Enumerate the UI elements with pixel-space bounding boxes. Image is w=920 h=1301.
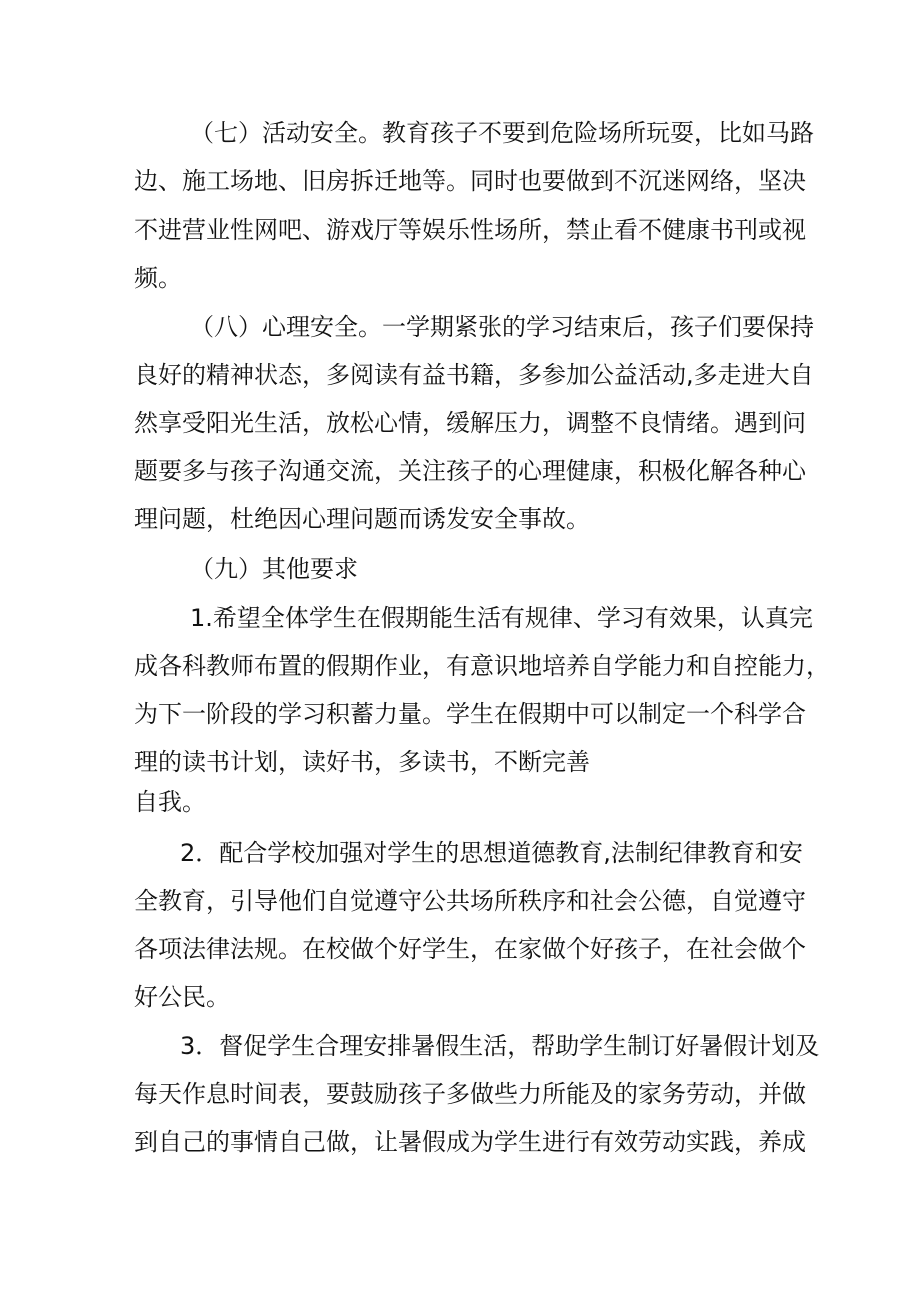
item-2-line-4: 好公民。	[134, 983, 230, 1011]
item-2-line-1: 2．配合学校加强对学生的思想道德教育,法制纪律教育和安	[180, 839, 803, 867]
item-1-line-4: 理的读书计划，读好书，多读书，不断完善	[134, 748, 590, 776]
item-1-line-3: 为下一阶段的学习积蓄力量。学生在假期中可以制定一个科学合	[134, 700, 806, 728]
item-1-line-1: 1.希望全体学生在假期能生活有规律、学习有效果，认真完	[190, 604, 813, 632]
paragraph-8-line-4: 题要多与孩子沟通交流，关注孩子的心理健康，积极化解各种心	[134, 457, 806, 485]
item-1-line-5: 自我。	[134, 788, 206, 816]
item-3-line-1: 3．督促学生合理安排暑假生活，帮助学生制订好暑假计划及	[180, 1032, 820, 1060]
paragraph-8-line-5: 理问题，杜绝因心理问题而诱发安全事故。	[134, 505, 590, 533]
item-2-line-3: 各项法律法规。在校做个好学生，在家做个好孩子，在社会做个	[134, 935, 806, 963]
paragraph-7-line-2: 边、施工场地、旧房拆迁地等。同时也要做到不沉迷网络，坚决	[134, 167, 806, 195]
paragraph-7-line-1: （七）活动安全。教育孩子不要到危险场所玩耍，比如马路	[190, 119, 814, 147]
paragraph-8-line-2: 良好的精神状态，多阅读有益书籍，多参加公益活动,多走进大自	[134, 361, 814, 389]
item-3-line-3: 到自己的事情自己做，让暑假成为学生进行有效劳动实践，养成	[134, 1128, 806, 1156]
section-9-heading: （九）其他要求	[190, 555, 358, 583]
item-2-line-2: 全教育，引导他们自觉遵守公共场所秩序和社会公德，自觉遵守	[134, 887, 806, 915]
paragraph-7-line-4: 频。	[134, 264, 182, 292]
paragraph-8-line-1: （八）心理安全。一学期紧张的学习结束后，孩子们要保持	[190, 313, 814, 341]
item-1-line-2: 成各科教师布置的假期作业，有意识地培养自学能力和自控能力，	[134, 652, 830, 680]
paragraph-8-line-3: 然享受阳光生活，放松心情，缓解压力，调整不良情绪。遇到问	[134, 409, 806, 437]
item-3-line-2: 每天作息时间表，要鼓励孩子多做些力所能及的家务劳动，并做	[134, 1080, 806, 1108]
paragraph-7-line-3: 不进营业性网吧、游戏厅等娱乐性场所，禁止看不健康书刊或视	[134, 216, 806, 244]
